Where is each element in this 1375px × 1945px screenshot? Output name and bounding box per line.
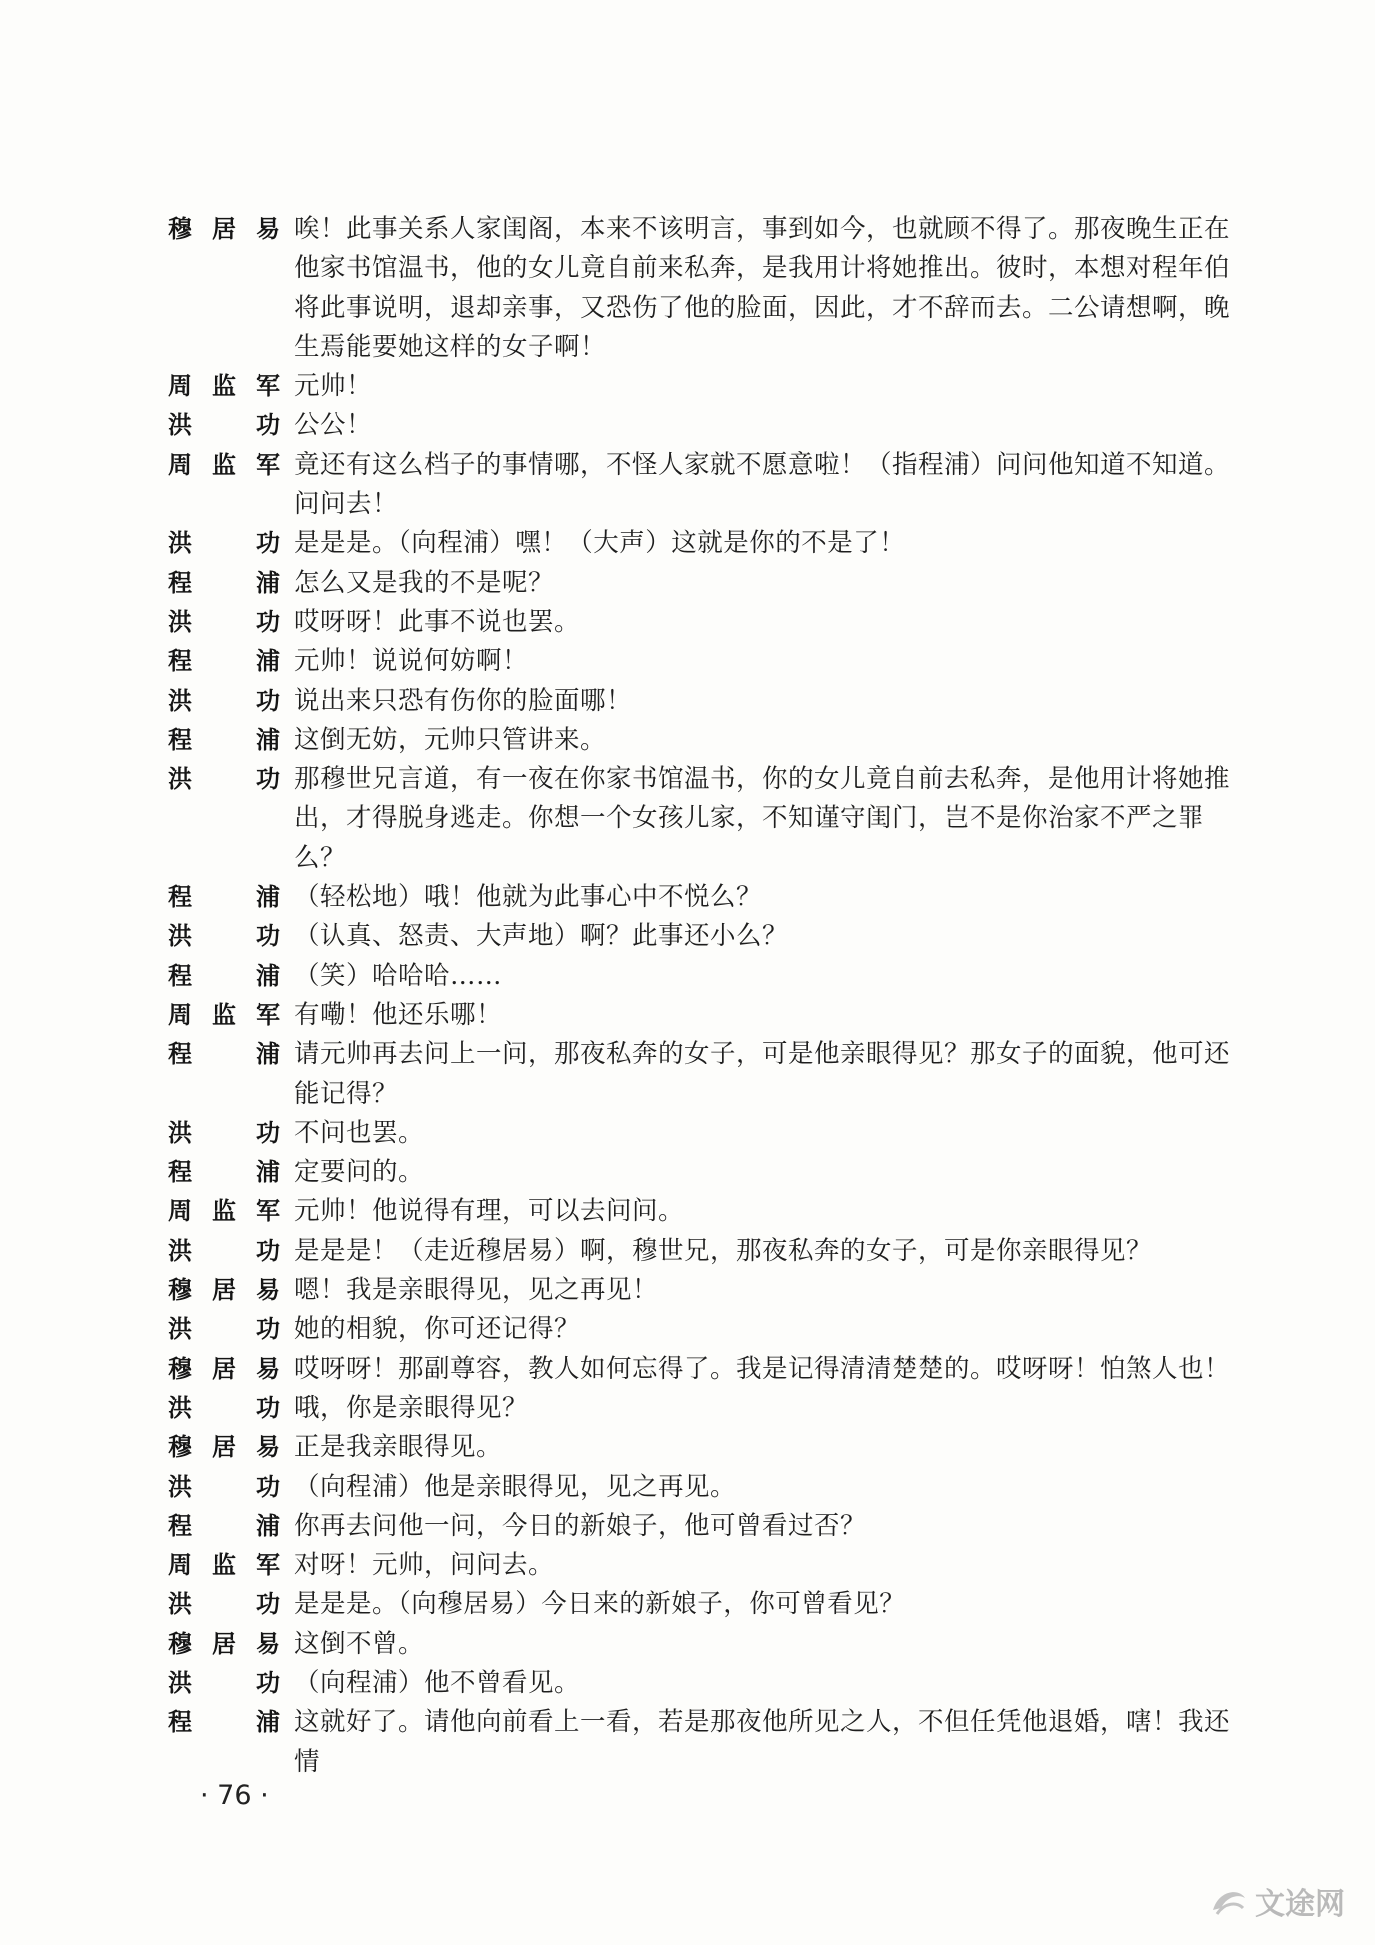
dialogue-line xyxy=(168,603,1248,642)
speaker-name: 洪 功 xyxy=(168,1590,280,1619)
speaker-name: 洪 功 xyxy=(168,1236,280,1265)
dialogue-line xyxy=(168,1310,1248,1349)
dialogue-text: 你再去问他一问，今日的新娘子，他可曾看过否？ xyxy=(294,1510,867,1541)
dialogue-line xyxy=(168,1703,1248,1782)
speaker-name: 程 浦 xyxy=(168,568,280,597)
speaker-name: 洪 功 xyxy=(168,1315,280,1344)
dialogue-line xyxy=(168,682,1248,721)
speaker-name: 穆居易 xyxy=(168,1354,280,1383)
speaker-name: 周监军 xyxy=(168,1197,280,1226)
dialogue-line xyxy=(168,878,1248,917)
speaker-name: 洪 功 xyxy=(168,686,280,715)
speaker-name: 周监军 xyxy=(168,1551,280,1580)
dialogue-line xyxy=(168,1153,1248,1192)
watermark-text: 文途网 xyxy=(1255,1887,1345,1922)
speaker-name: 程 浦 xyxy=(168,1158,280,1187)
dialogue-line xyxy=(168,367,1248,406)
dialogue-text: 不问也罢。 xyxy=(294,1117,425,1148)
speaker-name: 穆居易 xyxy=(168,215,280,243)
dialogue-text: 那穆世兄言道，有一夜在你家书馆温书，你的女儿竟自前去私奔，是他用计将她推出，才得脱身逃走。你想一个女孩儿家，不知谨守闺门，岂不是你治家不严之罪么？ xyxy=(294,764,1231,873)
dialogue-text: 竟还有这么档子的事情哪，不怪人家就不愿意啦！（指程浦）问问他知道不知道。问问去！ xyxy=(294,449,1231,520)
dialogue-text: 定要问的。 xyxy=(294,1157,425,1188)
dialogue-line xyxy=(168,1350,1248,1389)
dialogue-text: 她的相貌，你可还记得？ xyxy=(294,1314,581,1345)
dialogue-text: 请元帅再去问上一问，那夜私奔的女子，可是他亲眼得见？那女子的面貌，他可还能记得？ xyxy=(294,1039,1231,1109)
dialogue-text: 这就好了。请他向前看上一看，若是那夜他所见之人，不但任凭他退婚，嗐！我还情 xyxy=(294,1707,1231,1777)
dialogue-line xyxy=(168,1232,1248,1271)
dialogue-text: 对呀！元帅，问问去。 xyxy=(294,1550,555,1581)
dialogue-text: 元帅！他说得有理，可以去问问。 xyxy=(294,1196,685,1227)
dialogue-text: 元帅！说说何妨啊！ xyxy=(294,646,529,677)
dialogue-line xyxy=(168,1625,1248,1664)
dialogue-text: （笑）哈哈哈…… xyxy=(294,960,503,991)
speaker-name: 穆居易 xyxy=(168,1629,280,1658)
dialogue-text: 是是是。（向穆居易）今日来的新娘子，你可曾看见？ xyxy=(294,1589,906,1620)
speaker-name: 程 浦 xyxy=(168,647,280,676)
dialogue-line xyxy=(168,524,1248,563)
dialogue-line xyxy=(168,1428,1248,1467)
script-dialogue xyxy=(168,210,1248,1782)
dialogue-text: 正是我亲眼得见。 xyxy=(294,1432,503,1463)
dialogue-line xyxy=(168,1546,1248,1585)
dialogue-text: 唉！此事关系人家闺阁，本来不该明言，事到如今，也就顾不得了。那夜晚生正在他家书馆温书，他的女儿竟自前来私奔，是我用计将她推出。彼时，本想对程年伯将此事说明，退却亲事，又恐伤了他的脸面，因此，才不辞而去。二公请想啊，晚生焉能要她这样的女子啊！ xyxy=(294,214,1231,362)
dialogue-line xyxy=(168,957,1248,996)
speaker-name: 洪 功 xyxy=(168,607,280,636)
speaker-name: 程 浦 xyxy=(168,1040,280,1069)
dialogue-text: 嗯！我是亲眼得见，见之再见！ xyxy=(294,1275,659,1306)
dialogue-line xyxy=(168,1114,1248,1153)
speaker-name: 洪 功 xyxy=(168,765,280,794)
speaker-name: 洪 功 xyxy=(168,411,280,440)
dialogue-text: 是是是！（走近穆居易）啊，穆世兄，那夜私奔的女子，可是你亲眼得见？ xyxy=(294,1235,1153,1266)
dialogue-text: 公公！ xyxy=(294,410,373,441)
dialogue-line xyxy=(168,721,1248,760)
dialogue-text: 有嘞！他还乐哪！ xyxy=(294,999,503,1030)
dialogue-line xyxy=(168,1468,1248,1507)
dialogue-line xyxy=(168,1192,1248,1231)
watermark xyxy=(1209,1879,1345,1923)
dialogue-text: 说出来只恐有伤你的脸面哪！ xyxy=(294,685,633,716)
dialogue-line xyxy=(168,406,1248,445)
speaker-name: 穆居易 xyxy=(168,1276,280,1305)
dialogue-text: （轻松地）哦！他就为此事心中不悦么？ xyxy=(294,882,763,913)
speaker-name: 程 浦 xyxy=(168,961,280,990)
dialogue-text: （认真、怒责、大声地）啊？此事还小么？ xyxy=(294,921,789,952)
speaker-name: 程 浦 xyxy=(168,1708,280,1737)
speaker-name: 洪 功 xyxy=(168,1472,280,1501)
dialogue-text: 哎呀呀！此事不说也罢。 xyxy=(294,606,581,637)
dialogue-text: （向程浦）他是亲眼得见，见之再见。 xyxy=(294,1471,737,1502)
dialogue-line xyxy=(168,1271,1248,1310)
dialogue-line xyxy=(168,1389,1248,1428)
speaker-name: 穆居易 xyxy=(168,1433,280,1462)
dialogue-text: 元帅！ xyxy=(294,371,373,402)
dialogue-text: 哎呀呀！那副尊容，教人如何忘得了。我是记得清清楚楚的。哎呀呀！怕煞人也！ xyxy=(294,1353,1231,1384)
speaker-name: 洪 功 xyxy=(168,529,280,558)
speaker-name: 洪 功 xyxy=(168,1668,280,1697)
dialogue-line xyxy=(168,760,1248,878)
dialogue-line xyxy=(168,1035,1248,1114)
dialogue-line xyxy=(168,917,1248,956)
dialogue-text: （向程浦）他不曾看见。 xyxy=(294,1667,581,1698)
dialogue-line xyxy=(168,1664,1248,1703)
dialogue-line xyxy=(168,642,1248,681)
dialogue-text: 怎么又是我的不是呢？ xyxy=(294,567,555,598)
speaker-name: 周监军 xyxy=(168,1000,280,1029)
dialogue-line xyxy=(168,446,1248,525)
speaker-name: 洪 功 xyxy=(168,922,280,951)
dialogue-line xyxy=(168,564,1248,603)
dialogue-line xyxy=(168,996,1248,1035)
speaker-name: 洪 功 xyxy=(168,1118,280,1147)
dialogue-text: 这倒不曾。 xyxy=(294,1628,425,1659)
speaker-name: 程 浦 xyxy=(168,1511,280,1540)
speaker-name: 程 浦 xyxy=(168,883,280,912)
watermark-logo-icon xyxy=(1209,1884,1249,1918)
speaker-name: 周监军 xyxy=(168,450,280,479)
dialogue-line xyxy=(168,1507,1248,1546)
dialogue-text: 这倒无妨，元帅只管讲来。 xyxy=(294,724,607,755)
dialogue-line xyxy=(168,210,1248,367)
speaker-name: 程 浦 xyxy=(168,725,280,754)
speaker-name: 洪 功 xyxy=(168,1393,280,1422)
speaker-name: 周监军 xyxy=(168,372,280,401)
dialogue-text: 哦，你是亲眼得见？ xyxy=(294,1392,529,1423)
page-number: · 76 · xyxy=(200,1780,269,1811)
dialogue-text: 是是是。（向程浦）嘿！（大声）这就是你的不是了！ xyxy=(294,528,906,559)
dialogue-line xyxy=(168,1585,1248,1624)
